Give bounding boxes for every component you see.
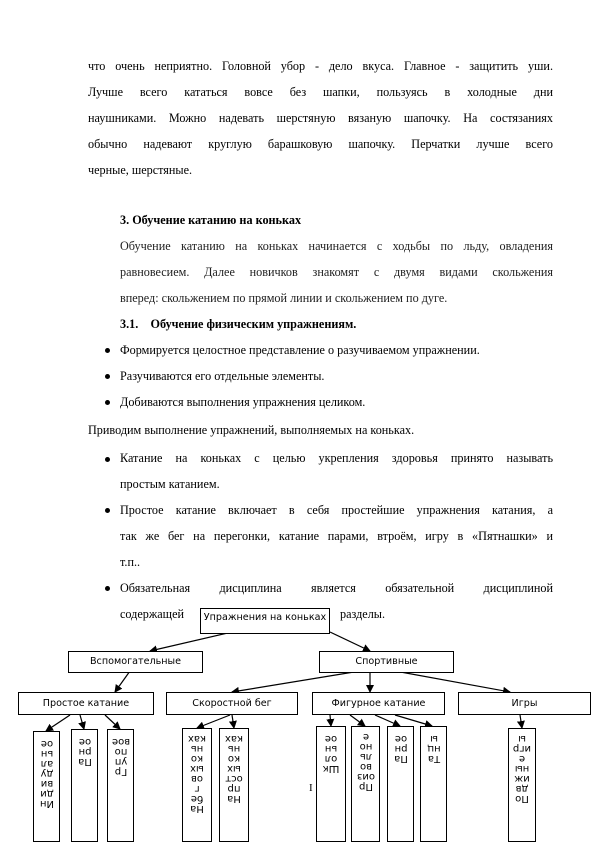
leaf-dances-box [420,726,447,842]
leaf-figure-pairs-label: Па рн ое [393,733,408,764]
leaf-individual-label: Ин ди ви ду ал ьн ое [39,738,54,809]
leaf-school-label: Шк ол ьн ое [322,733,340,774]
bullet-item-2: Разучиваются его отдельные элементы. [120,369,325,383]
leaf-free-box [351,726,380,842]
leaf-group-label: Гр уп по вое [111,736,130,777]
bullet-item-3: Добиваются выполнения упражнения целиком. [120,395,366,409]
lead-sentence: Приводим выполнение упражнений, выполняемых на коньках. [88,423,415,437]
section-3-para-2: равновесием. Далее новичков знакомят с двумя видами скольжения [120,265,553,279]
section-3-para-3: вперед: скольжением по прямой линии и скольжением по дуге. [120,291,448,305]
bullet2-1-line-2: простым катанием. [120,477,220,491]
leaf-racing-skates-box [182,728,212,842]
intro-line-2: Лучше всего кататься вовсе без шапки, пользуясь в холодные дни [88,85,553,99]
leaf-school-box [316,726,346,842]
bullet2-3-line-1: Обязательная дисциплина является обязательной дисциплиной [120,581,553,595]
section-3-heading: 3. Обучение катанию на коньках [120,213,302,227]
section-3-1-heading: 3.1. Обучение физическим упражнениям. [120,317,357,331]
leaf-active-games-box [508,728,536,842]
bullet-item-1: Формируется целостное представление о разучиваемом упражнении. [120,343,480,357]
leaf-simple-skates-box [219,728,249,842]
leaf-racing-skates-label: На бе г ов ых ко нь ках [187,733,207,814]
leaf-active-games-label: По дв иж ны е игр ы [512,733,532,804]
section-3-para-1: Обучение катанию на коньках начинается с ходьбы по льду, овладения [120,239,553,253]
leaf-simple-skates-label: На пр ост ых ко нь ках [224,733,244,804]
bullet2-2-line-2: так же бег на перегонки, катание парами, втроём, игру в «Пятнашки» и [120,529,553,543]
diagram-speed-skating-box: Скоростной бег [166,692,298,715]
intro-line-5: черные, шерстяные. [88,163,193,177]
diagram-auxiliary-box: Вспомогательные [68,651,203,673]
leaf-figure-pairs-box [387,726,414,842]
leaf-pairs-box [71,729,98,842]
leaf-dances-label: Та нц ы [426,733,441,764]
bullet2-3-line-2a: содержащей [120,607,185,621]
intro-line-3: наушниками. Можно надевать шерстяную вязаную шапочку. На состязаниях [88,111,553,125]
diagram-stray-mark: I [309,782,313,794]
bullet2-2-line-1: Простое катание включает в себя простейшие упражнения катания, а [120,503,553,517]
diagram-sport-box: Спортивные [319,651,454,673]
diagram-figure-skating-box: Фигурное катание [312,692,445,715]
intro-line-4: обычно надевают круглую барашковую шапочку. Перчатки лучше всего [88,137,553,151]
intro-line-1: что очень неприятно. Головной убор - дело вкуса. Главное - защитить уши. [88,59,553,73]
bullet2-1-line-1: Катание на коньках с целью укрепления здоровья принято называть [120,451,553,465]
diagram-games-box: Игры [458,692,591,715]
bullet2-3-line-2b: разделы. [340,607,386,621]
leaf-free-label: Пр оиз во ль но е [356,731,375,792]
leaf-group-box [107,729,134,842]
bullet2-2-line-3: т.п.. [120,555,141,569]
diagram-simple-skating-box: Простое катание [18,692,154,715]
leaf-individual-box [33,731,60,842]
diagram-root-box: Упражнения на коньках [200,608,330,634]
leaf-pairs-label: Па рн ое [77,736,92,767]
